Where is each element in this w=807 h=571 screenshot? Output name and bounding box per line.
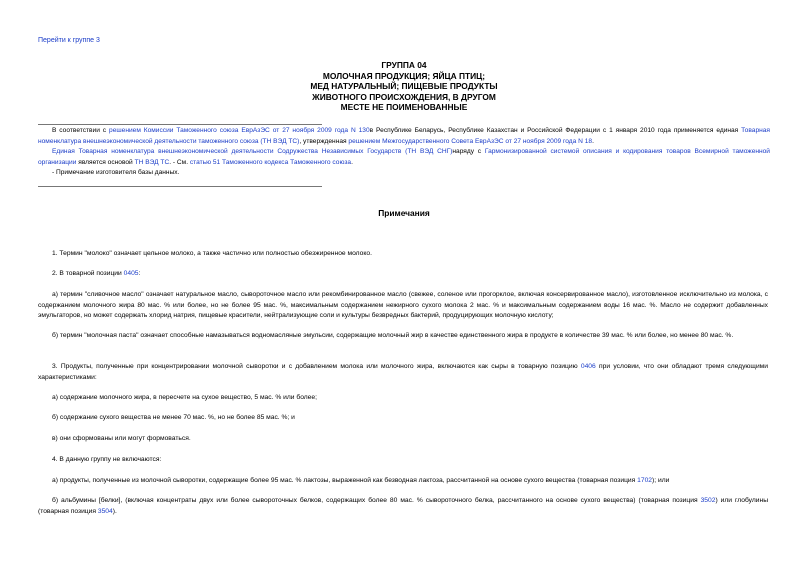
notes-heading: Примечания	[378, 208, 430, 218]
tn-ved-sng-link[interactable]: Единая Товарная номенклатура внешнеэкономической деятельности Содружества Независимых Государств (ТН ВЭД СНГ)	[52, 148, 453, 156]
group-title	[38, 60, 770, 113]
note-4b	[38, 496, 768, 517]
text: а) продукты, полученные из молочной сыворотки, содержащие более 95 мас. % лактозы, выраженной как безводная лактоза, рассчитанной на основе сухого вещества (товарная позиция	[52, 477, 638, 484]
text: ) или глобулины (товарная позиция	[38, 497, 768, 515]
goto-group-3-link[interactable]: Перейти к группе 3	[38, 37, 100, 44]
note-3a: а) содержание молочного жира, в пересчете на сухое вещество, 5 мас. % или более;	[52, 394, 317, 401]
text: наряду с	[452, 148, 485, 156]
text: , утвержденная	[299, 137, 349, 145]
footnote-paragraph	[38, 147, 770, 168]
position-1702-link[interactable]: 1702	[637, 477, 653, 484]
title-line: МОЛОЧНАЯ ПРОДУКЦИЯ; ЯЙЦА ПТИЦ;	[322, 70, 486, 81]
position-0405-link[interactable]: 0405	[123, 270, 139, 277]
customs-code-article-51-link[interactable]: статью 51 Таможенного кодекса Таможенного союза	[189, 158, 352, 166]
text: .	[351, 158, 353, 166]
note-4a	[38, 476, 768, 487]
decision-18-link[interactable]: решением Межгосударственного Совета ЕврАзЭС от 27 ноября 2009 года N 18	[348, 137, 593, 145]
tn-ved-ts-link[interactable]: Товарная номенклатура внешнеэкономической деятельности таможенного союза (ТН ВЭД ТС)	[38, 127, 770, 145]
text: :	[138, 270, 141, 277]
title-line: ГРУППА 04	[381, 60, 427, 70]
note-3b: б) содержание сухого вещества не менее 70 мас. %, но не более 85 мас. %; и	[52, 414, 295, 421]
footnote-divider-top	[38, 124, 322, 125]
harmonized-system-link[interactable]: Гармонизированной системой описания и кодирования товаров Всемирной таможенной организации	[38, 148, 770, 166]
footnote-note: - Примечание изготовителя базы данных.	[52, 169, 180, 177]
note-3	[38, 362, 768, 383]
text: в Республике Беларусь, Республике Казахстан и Российской Федерации с 1 января 2010 года применяется единая	[369, 127, 742, 134]
note-2a: а) термин "сливочное масло" означает натуральное масло, сывороточное масло или рекомбинированное масло (свежее, соленое или прогорклое, включая консервированное масло), изготовленное исключительно из молока, с содержанием молочного жира 80 мас. % или более, но не более 95 мас. %, максимальным содержанием нежирного сухого молока 2 мас. % и максимальным содержанием воды 16 мас. %. Масло не содержит добавленных эмульгаторов, но может содержать хлорид натрия, пищевые красители, нейтрализующие соли и культуры безвредных бактерий, продуцирующих молочную кислоту;	[38, 291, 768, 320]
note-2b: б) термин "молочная паста" означает способные намазываться водномасляные эмульсии, содержащие молочный жир в качестве единственного жира в продукте в количестве 39 мас. % или более, но менее 80 мас. %.	[52, 332, 734, 339]
note-2	[38, 269, 768, 280]
text: при условии, что они обладают тремя следующими характеристиками:	[38, 363, 769, 381]
text: .	[592, 137, 594, 145]
note-4: 4. В данную группу не включаются:	[52, 456, 162, 463]
note-1: 1. Термин "молоко" означает цельное молоко, а также частично или полностью обезжиренное молоко.	[52, 250, 372, 257]
note-3c: в) они сформованы или могут формоваться.	[52, 435, 191, 442]
text: б) альбумины [белки], (включая концентраты двух или более сывороточных белков, содержащих более 80 мас. % сывороточного белка, рассчитанного на основе сухого вещества) (товарная позиция	[52, 497, 701, 504]
title-line: ЖИВОТНОГО ПРОИСХОЖДЕНИЯ, В ДРУГОМ	[312, 91, 496, 102]
footnote	[38, 126, 770, 179]
text: ); или	[652, 477, 670, 484]
title-line: МЕД НАТУРАЛЬНЫЙ; ПИЩЕВЫЕ ПРОДУКТЫ	[310, 81, 498, 92]
title-line: МЕСТЕ НЕ ПОИМЕНОВАННЫЕ	[340, 102, 468, 113]
text: В соответствии с	[52, 127, 110, 134]
tn-ved-ts-link-2[interactable]: ТН ВЭД ТС	[134, 158, 170, 166]
text: является основой	[76, 158, 135, 166]
text: 2. В товарной позиции	[52, 270, 124, 277]
footnote-divider-bottom	[38, 186, 322, 187]
position-3502-link[interactable]: 3502	[700, 497, 716, 504]
position-0406-link[interactable]: 0406	[580, 363, 596, 370]
text: 3. Продукты, полученные при концентрировании молочной сыворотки и с добавлением молока или молочного жира, включаются как сыры в товарную позицию	[52, 363, 581, 370]
text: ).	[112, 507, 117, 515]
decision-130-link[interactable]: решением Комиссии Таможенного союза ЕврАзЭС от 27 ноября 2009 года N 130	[109, 127, 370, 134]
footnote-paragraph	[38, 126, 770, 147]
text: . - См.	[169, 158, 190, 166]
position-3504-link[interactable]: 3504	[97, 507, 113, 515]
